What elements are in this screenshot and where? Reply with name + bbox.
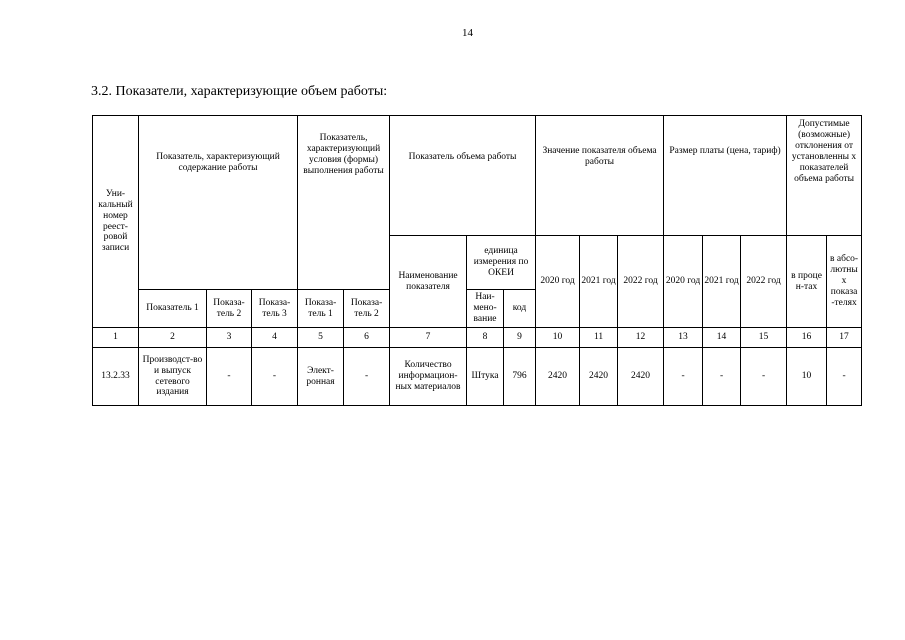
- column-number: 14: [703, 328, 741, 348]
- cell-content-3: -: [252, 348, 298, 406]
- header-year-2021: 2021 год: [580, 236, 618, 328]
- cell-unit-name: Штука: [467, 348, 504, 406]
- header-allowed-deviation: Допустимые (возможные) отклонения от установленны х показателей объема работы: [787, 116, 862, 236]
- header-content-3: Показа-тель 3: [252, 290, 298, 328]
- cell-unit-code: 796: [504, 348, 536, 406]
- header-in-percent: в проце н-тах: [787, 236, 827, 328]
- header-okei-unit: единица измерения по ОКЕИ: [467, 236, 536, 290]
- header-content-2: Показа-тель 2: [207, 290, 252, 328]
- table-row: [93, 348, 862, 406]
- column-number: 15: [741, 328, 787, 348]
- cell-value-2020: 2420: [536, 348, 580, 406]
- header-registry-number: Уни-кальный номер реест-ровой записи: [93, 116, 139, 328]
- header-condition-2: Показа-тель 2: [344, 290, 390, 328]
- header-unit-code: код: [504, 290, 536, 328]
- cell-registry-number: 13.2.33: [93, 348, 139, 406]
- cell-content-2: -: [207, 348, 252, 406]
- column-number: 1: [93, 328, 139, 348]
- cell-condition-2: -: [344, 348, 390, 406]
- column-number: 8: [467, 328, 504, 348]
- column-number: 11: [580, 328, 618, 348]
- column-numbers-row: [93, 328, 862, 348]
- cell-fee-2021: -: [703, 348, 741, 406]
- header-unit-name: Наи-мено-вание: [467, 290, 504, 328]
- header-content-indicator: Показатель, характеризующий содержание работы: [139, 116, 298, 290]
- header-fee-year-2022: 2022 год: [741, 236, 787, 328]
- column-number: 2: [139, 328, 207, 348]
- header-content-1: Показатель 1: [139, 290, 207, 328]
- header-fee-year-2020: 2020 год: [664, 236, 703, 328]
- cell-content-1: Производст-во и выпуск сетевого издания: [139, 348, 207, 406]
- header-condition-1: Показа-тель 1: [298, 290, 344, 328]
- header-volume-indicator: Показатель объема работы: [390, 116, 536, 236]
- column-number: 9: [504, 328, 536, 348]
- header-condition-indicator: Показатель, характеризующий условия (формы) выполнения работы: [298, 116, 390, 290]
- header-fee-size: Размер платы (цена, тариф): [664, 116, 787, 236]
- column-number: 7: [390, 328, 467, 348]
- column-number: 3: [207, 328, 252, 348]
- column-number: 6: [344, 328, 390, 348]
- cell-fee-2022: -: [741, 348, 787, 406]
- column-number: 13: [664, 328, 703, 348]
- cell-value-2022: 2420: [618, 348, 664, 406]
- cell-condition-1: Элект-ронная: [298, 348, 344, 406]
- column-number: 16: [787, 328, 827, 348]
- section-title: 3.2. Показатели, характеризующие объем работы:: [91, 84, 388, 99]
- page-number: 14: [462, 27, 473, 39]
- header-year-2020: 2020 год: [536, 236, 580, 328]
- header-volume-value: Значение показателя объема работы: [536, 116, 664, 236]
- column-number: 5: [298, 328, 344, 348]
- column-number: 12: [618, 328, 664, 348]
- header-year-2022: 2022 год: [618, 236, 664, 328]
- column-number: 4: [252, 328, 298, 348]
- cell-indicator-name: Количество информацион-ных материалов: [390, 348, 467, 406]
- column-number: 10: [536, 328, 580, 348]
- cell-value-2021: 2420: [580, 348, 618, 406]
- header-fee-year-2021: 2021 год: [703, 236, 741, 328]
- header-indicator-name: Наименование показателя: [390, 236, 467, 328]
- work-volume-table: [92, 115, 862, 406]
- column-number: 17: [827, 328, 862, 348]
- cell-fee-2020: -: [664, 348, 703, 406]
- cell-deviation-percent: 10: [787, 348, 827, 406]
- header-in-absolute: в абсо-лютны х показа -телях: [827, 236, 862, 328]
- cell-deviation-absolute: -: [827, 348, 862, 406]
